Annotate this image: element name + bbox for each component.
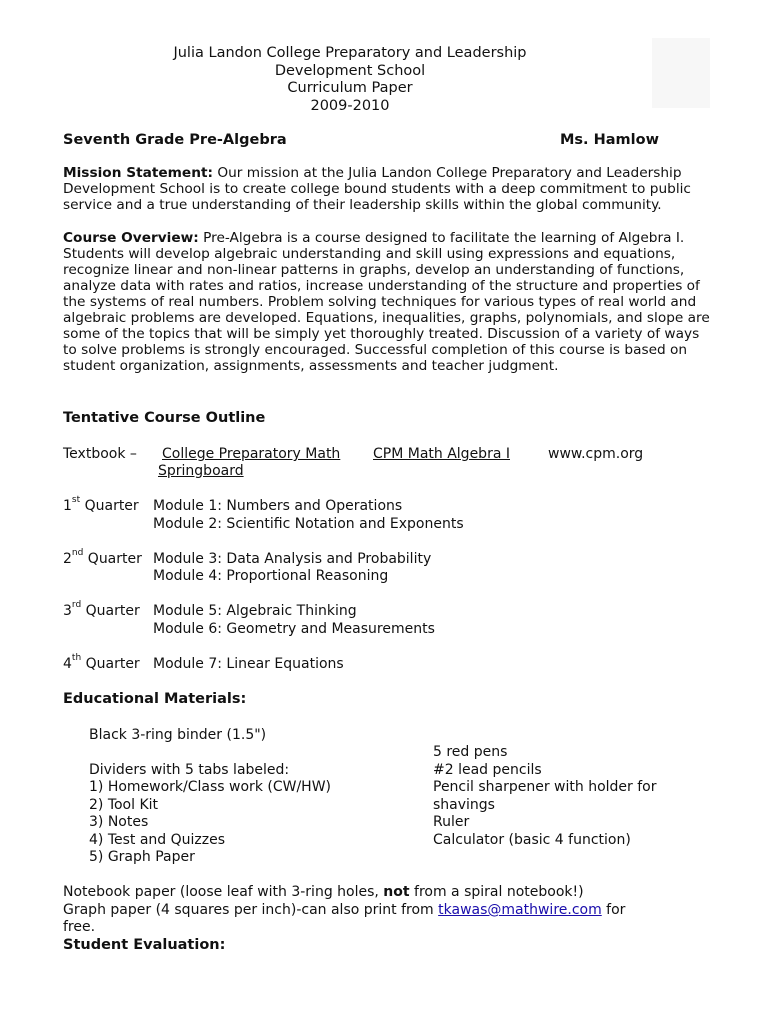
school-year: 2009-2010 [310,97,390,114]
mission-label: Mission Statement: [63,165,213,181]
email-link[interactable]: tkawas@mathwire.com [438,902,602,918]
material-tab-3: 3) Notes [89,814,149,830]
material-dividers: Dividers with 5 tabs labeled: [89,762,290,778]
module-6: Module 6: Geometry and Measurements [153,621,435,637]
module-1: Module 1: Numbers and Operations [153,498,403,514]
graph-paper-line-cont: free. [63,919,96,935]
material-tab-1: 1) Homework/Class work (CW/HW) [89,779,331,795]
document-title: Curriculum Paper [287,80,413,96]
school-name-line1: Julia Landon College Preparatory and Leadership [173,45,527,61]
material-tab-2: 2) Tool Kit [89,797,159,813]
material-sharpener: Pencil sharpener with holder for [433,779,657,795]
mission-statement [63,165,713,213]
textbook-springboard: Springboard [158,463,244,479]
scan-artifact [652,38,710,108]
overview-label: Course Overview: [63,230,199,246]
quarter-1-label: 1st Quarter [63,495,139,514]
materials-heading: Educational Materials: [63,691,247,707]
quarter-3-label: 3rd Quarter [63,600,140,619]
textbook-cpm: College Preparatory Math [162,446,341,462]
outline-heading: Tentative Course Outline [63,410,266,426]
document-header [100,45,600,115]
material-calculator: Calculator (basic 4 function) [433,832,631,848]
course-title: Seventh Grade Pre-Algebra [63,132,287,148]
graph-paper-line: Graph paper (4 squares per inch)-can also print from tkawas@mathwire.com for [63,902,626,918]
material-tab-5: 5) Graph Paper [89,849,195,865]
material-red-pens: 5 red pens [433,744,508,760]
notebook-paper-line: Notebook paper (loose leaf with 3-ring holes, not from a spiral notebook!) [63,884,584,900]
module-5: Module 5: Algebraic Thinking [153,603,357,619]
course-overview [63,230,713,374]
teacher-name: Ms. Hamlow [560,132,659,148]
overview-text: Pre-Algebra is a course designed to facilitate the learning of Algebra I. Students will develop algebraic understanding and skill using expressions and equations, recognize linear and non-linear patterns in graphs, develop an understanding of functions, analyze data with rates and ratios, increase understanding of the structure and properties of the systems of real numbers. Problem solving techniques for various types of real world and algebraic problems are developed. Equations, inequalities, graphs, polynomials, and slope are some of the topics that will be simply yet thoroughly treated. Discussion of a variety of ways to solve problems is strongly encouraged. Successful completion of this course is based on student organization, assignments, assessments and teacher judgment. [63,230,710,374]
evaluation-heading: Student Evaluation: [63,937,226,953]
textbook-website: www.cpm.org [548,446,644,462]
material-sharpener-cont: shavings [433,797,495,813]
material-ruler: Ruler [433,814,470,830]
module-3: Module 3: Data Analysis and Probability [153,551,432,567]
mission-text: Our mission at the Julia Landon College Preparatory and Leadership Development School is to create college bound students with a deep commitment to public service and a true understanding of their leadership skills within the global community. [63,165,691,213]
quarter-2-label: 2nd Quarter [63,548,142,567]
textbook-cpm-algebra: CPM Math Algebra I [373,446,510,462]
quarter-4-label: 4th Quarter [63,653,140,672]
material-binder: Black 3-ring binder (1.5") [89,727,267,743]
module-7: Module 7: Linear Equations [153,656,344,672]
textbook-label: Textbook – [63,446,137,462]
module-4: Module 4: Proportional Reasoning [153,568,389,584]
school-name-line2: Development School [274,62,426,79]
module-2: Module 2: Scientific Notation and Exponents [153,516,464,532]
material-tab-4: 4) Test and Quizzes [89,832,226,848]
material-pencils: #2 lead pencils [433,762,542,778]
